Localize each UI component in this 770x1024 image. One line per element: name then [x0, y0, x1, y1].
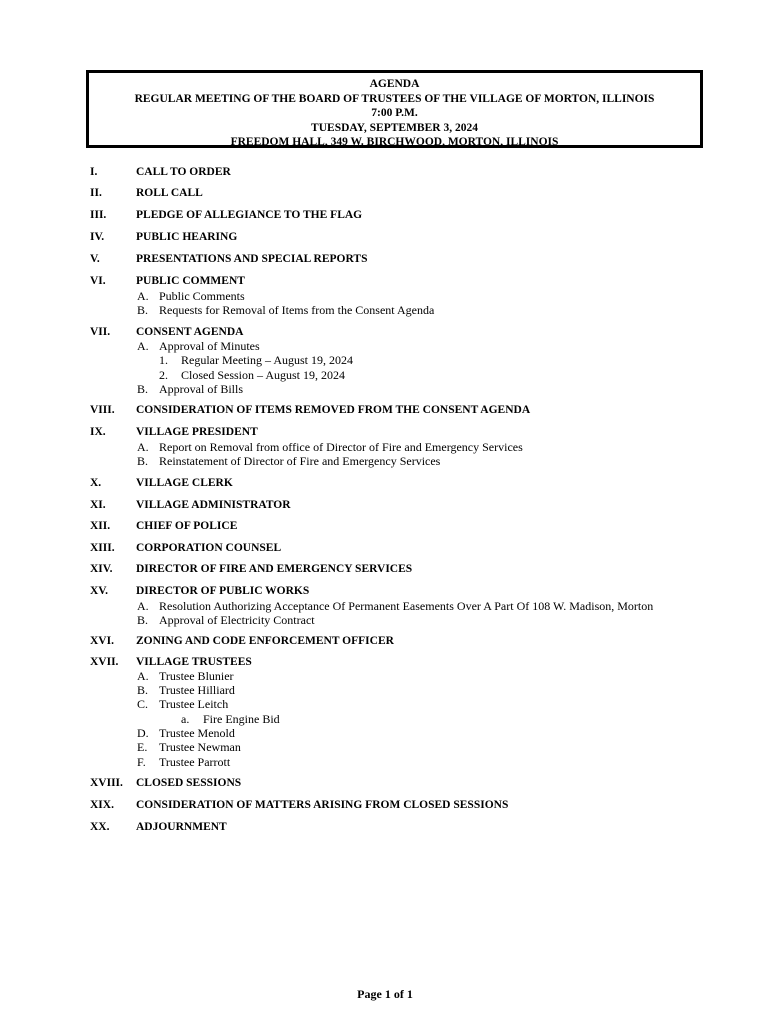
item-numeral: XX.	[90, 821, 110, 833]
item-title: DIRECTOR OF FIRE AND EMERGENCY SERVICES	[136, 563, 413, 575]
agenda-header	[86, 70, 703, 148]
item-title: CONSIDERATION OF ITEMS REMOVED FROM THE CONSENT AGENDA	[136, 404, 531, 416]
item-title: VILLAGE CLERK	[136, 477, 233, 489]
item-numeral: XI.	[90, 499, 106, 511]
item-title: PRESENTATIONS AND SPECIAL REPORTS	[136, 253, 368, 265]
item-numeral: XIV.	[90, 563, 113, 575]
item-numeral: XIII.	[90, 542, 115, 554]
item-title: CHIEF OF POLICE	[136, 520, 238, 532]
item-numeral: II.	[90, 187, 102, 199]
header-time: 7:00 P.M.	[371, 107, 418, 120]
item-title: ADJOURNMENT	[136, 821, 227, 833]
item-title: VILLAGE TRUSTEES	[136, 656, 252, 668]
item-numeral: VII.	[90, 326, 111, 338]
item-numeral: XVII.	[90, 656, 119, 668]
item-title: CONSENT AGENDA	[136, 326, 244, 338]
header-location: FREEDOM HALL, 349 W. BIRCHWOOD, MORTON, ILLINOIS	[230, 136, 559, 149]
item-numeral: VI.	[90, 275, 106, 287]
item-numeral: XVI.	[90, 635, 114, 647]
item-title: PUBLIC COMMENT	[136, 275, 245, 287]
item-title: DIRECTOR OF PUBLIC WORKS	[136, 585, 310, 597]
item-numeral: I.	[90, 166, 98, 178]
item-numeral: VIII.	[90, 404, 115, 416]
item-title: VILLAGE PRESIDENT	[136, 426, 258, 438]
item-numeral: X.	[90, 477, 102, 489]
item-title: VILLAGE ADMINISTRATOR	[136, 499, 291, 511]
item-title: CORPORATION COUNSEL	[136, 542, 282, 554]
header-meeting: REGULAR MEETING OF THE BOARD OF TRUSTEES OF THE VILLAGE OF MORTON, ILLINOIS	[134, 92, 655, 105]
item-numeral: XII.	[90, 520, 111, 532]
item-title: CALL TO ORDER	[136, 166, 231, 178]
header-title: AGENDA	[369, 78, 420, 90]
item-numeral: XVIII.	[90, 777, 123, 789]
item-numeral: V.	[90, 253, 100, 265]
item-title: ROLL CALL	[136, 187, 203, 199]
item-numeral: IX.	[90, 426, 106, 438]
item-title: CLOSED SESSIONS	[136, 777, 242, 789]
item-title: PLEDGE OF ALLEGIANCE TO THE FLAG	[136, 209, 363, 221]
header-date: TUESDAY, SEPTEMBER 3, 2024	[311, 121, 478, 134]
item-numeral: III.	[90, 209, 107, 221]
page-number: Page 1 of 1	[357, 987, 413, 1001]
item-title: PUBLIC HEARING	[136, 231, 238, 243]
item-numeral: IV.	[90, 231, 105, 243]
item-title: CONSIDERATION OF MATTERS ARISING FROM CLOSED SESSIONS	[136, 799, 509, 811]
item-numeral: XIX.	[90, 799, 114, 811]
item-title: ZONING AND CODE ENFORCEMENT OFFICER	[136, 635, 394, 647]
item-numeral: XV.	[90, 585, 109, 597]
